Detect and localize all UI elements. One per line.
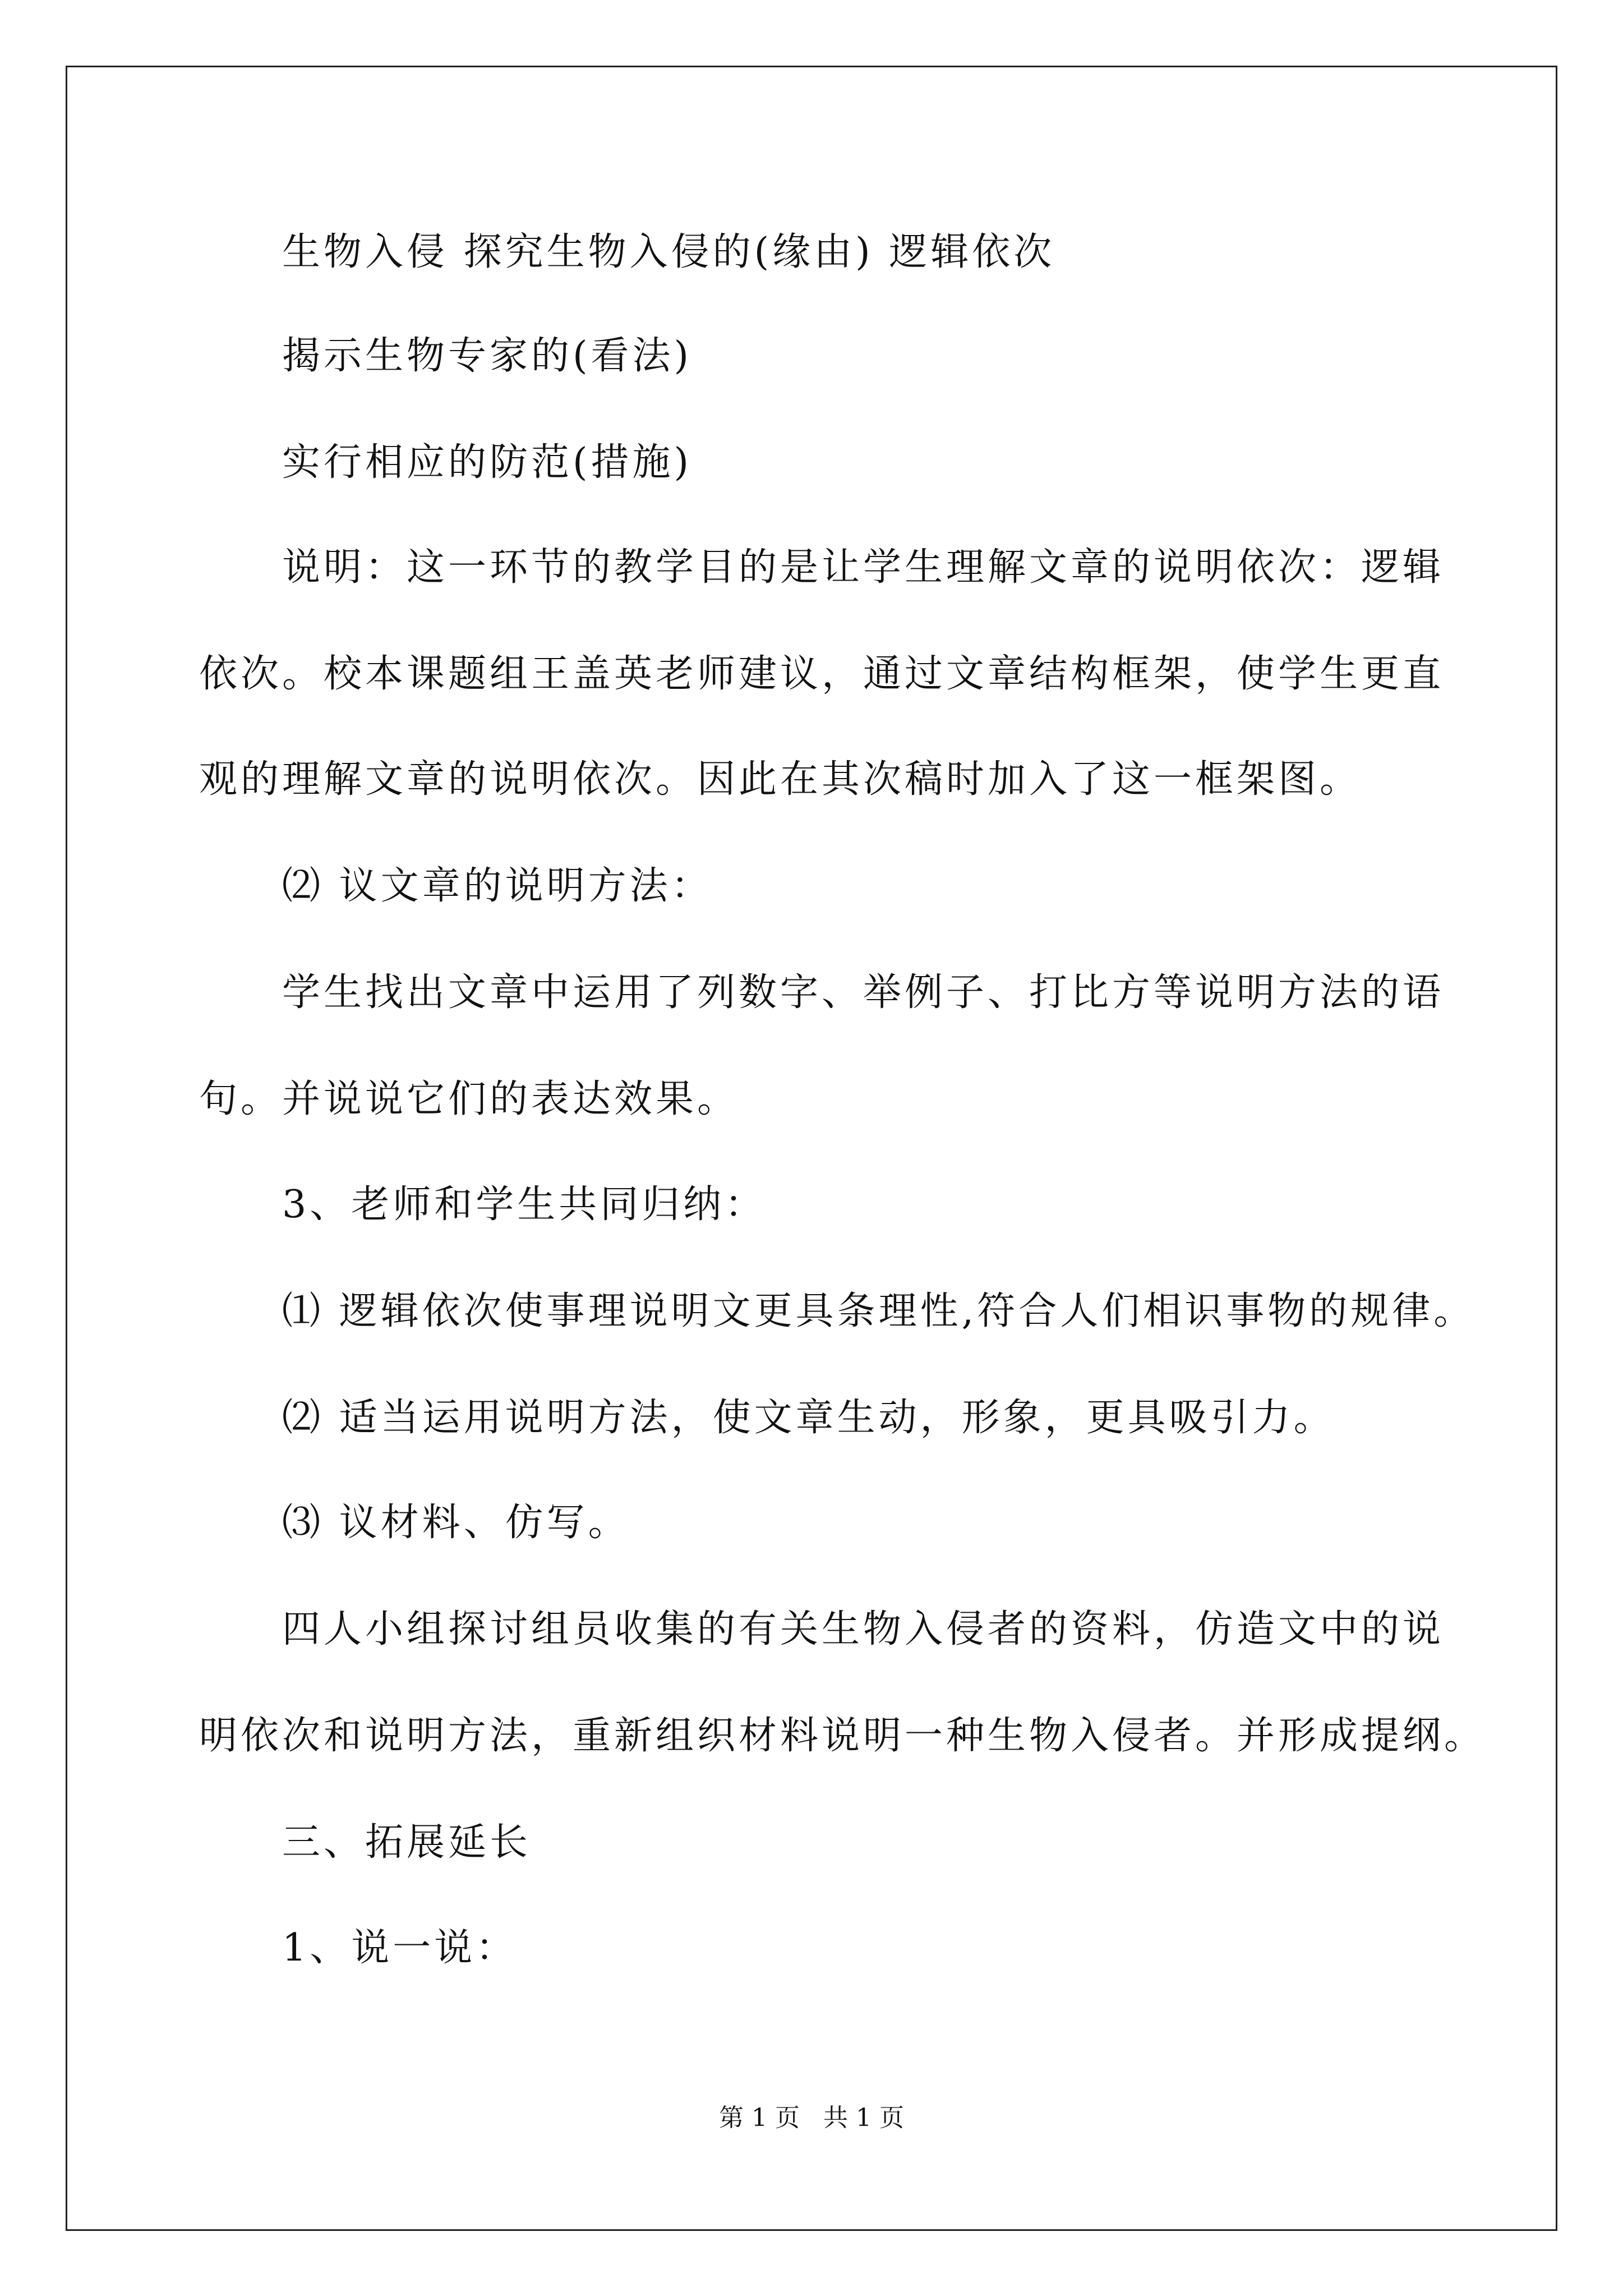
page-border xyxy=(66,66,1557,2231)
text-line: 句。并说说它们的表达效果。 xyxy=(199,1077,739,1121)
text-line: ⑵ 议文章的说明方法： xyxy=(282,864,713,908)
text-line: 说明：这一环节的教学目的是让学生理解文章的说明依次：逻辑 xyxy=(282,545,1445,590)
text-line: 观的理解文章的说明依次。因此在其次稿时加入了这一框架图。 xyxy=(199,757,1362,802)
text-line: 四人小组探讨组员收集的有关生物入侵者的资料，仿造文中的说 xyxy=(282,1607,1445,1651)
text-line: 1、说一说： xyxy=(282,1926,518,1970)
text-line: 明依次和说明方法，重新组织材料说明一种生物入侵者。并形成提纲。 xyxy=(199,1714,1486,1758)
page-number-footer: 第 1 页 共 1 页 xyxy=(719,2104,904,2132)
text-line: 揭示生物专家的(看法) xyxy=(282,334,693,378)
text-line: 学生找出文章中运用了列数字、举例子、打比方等说明方法的语 xyxy=(282,970,1445,1015)
text-line: ⑴ 逻辑依次使事理说明文更具条理性,符合人们相识事物的规律。 xyxy=(282,1289,1476,1333)
text-line: 依次。校本课题组王盖英老师建议，通过文章结构框架，使学生更直 xyxy=(199,652,1445,696)
text-line: 实行相应的防范(措施) xyxy=(282,440,693,485)
text-line: ⑵ 适当运用说明方法，使文章生动，形象，更具吸引力。 xyxy=(282,1396,1335,1440)
text-line: ⑶ 议材料、仿写。 xyxy=(282,1501,630,1545)
text-line: 三、拓展延长 xyxy=(282,1820,532,1865)
text-line: 3、老师和学生共同归纳： xyxy=(282,1182,767,1227)
text-line: 生物入侵 探究生物入侵的(缘由) 逻辑依次 xyxy=(282,230,1055,274)
